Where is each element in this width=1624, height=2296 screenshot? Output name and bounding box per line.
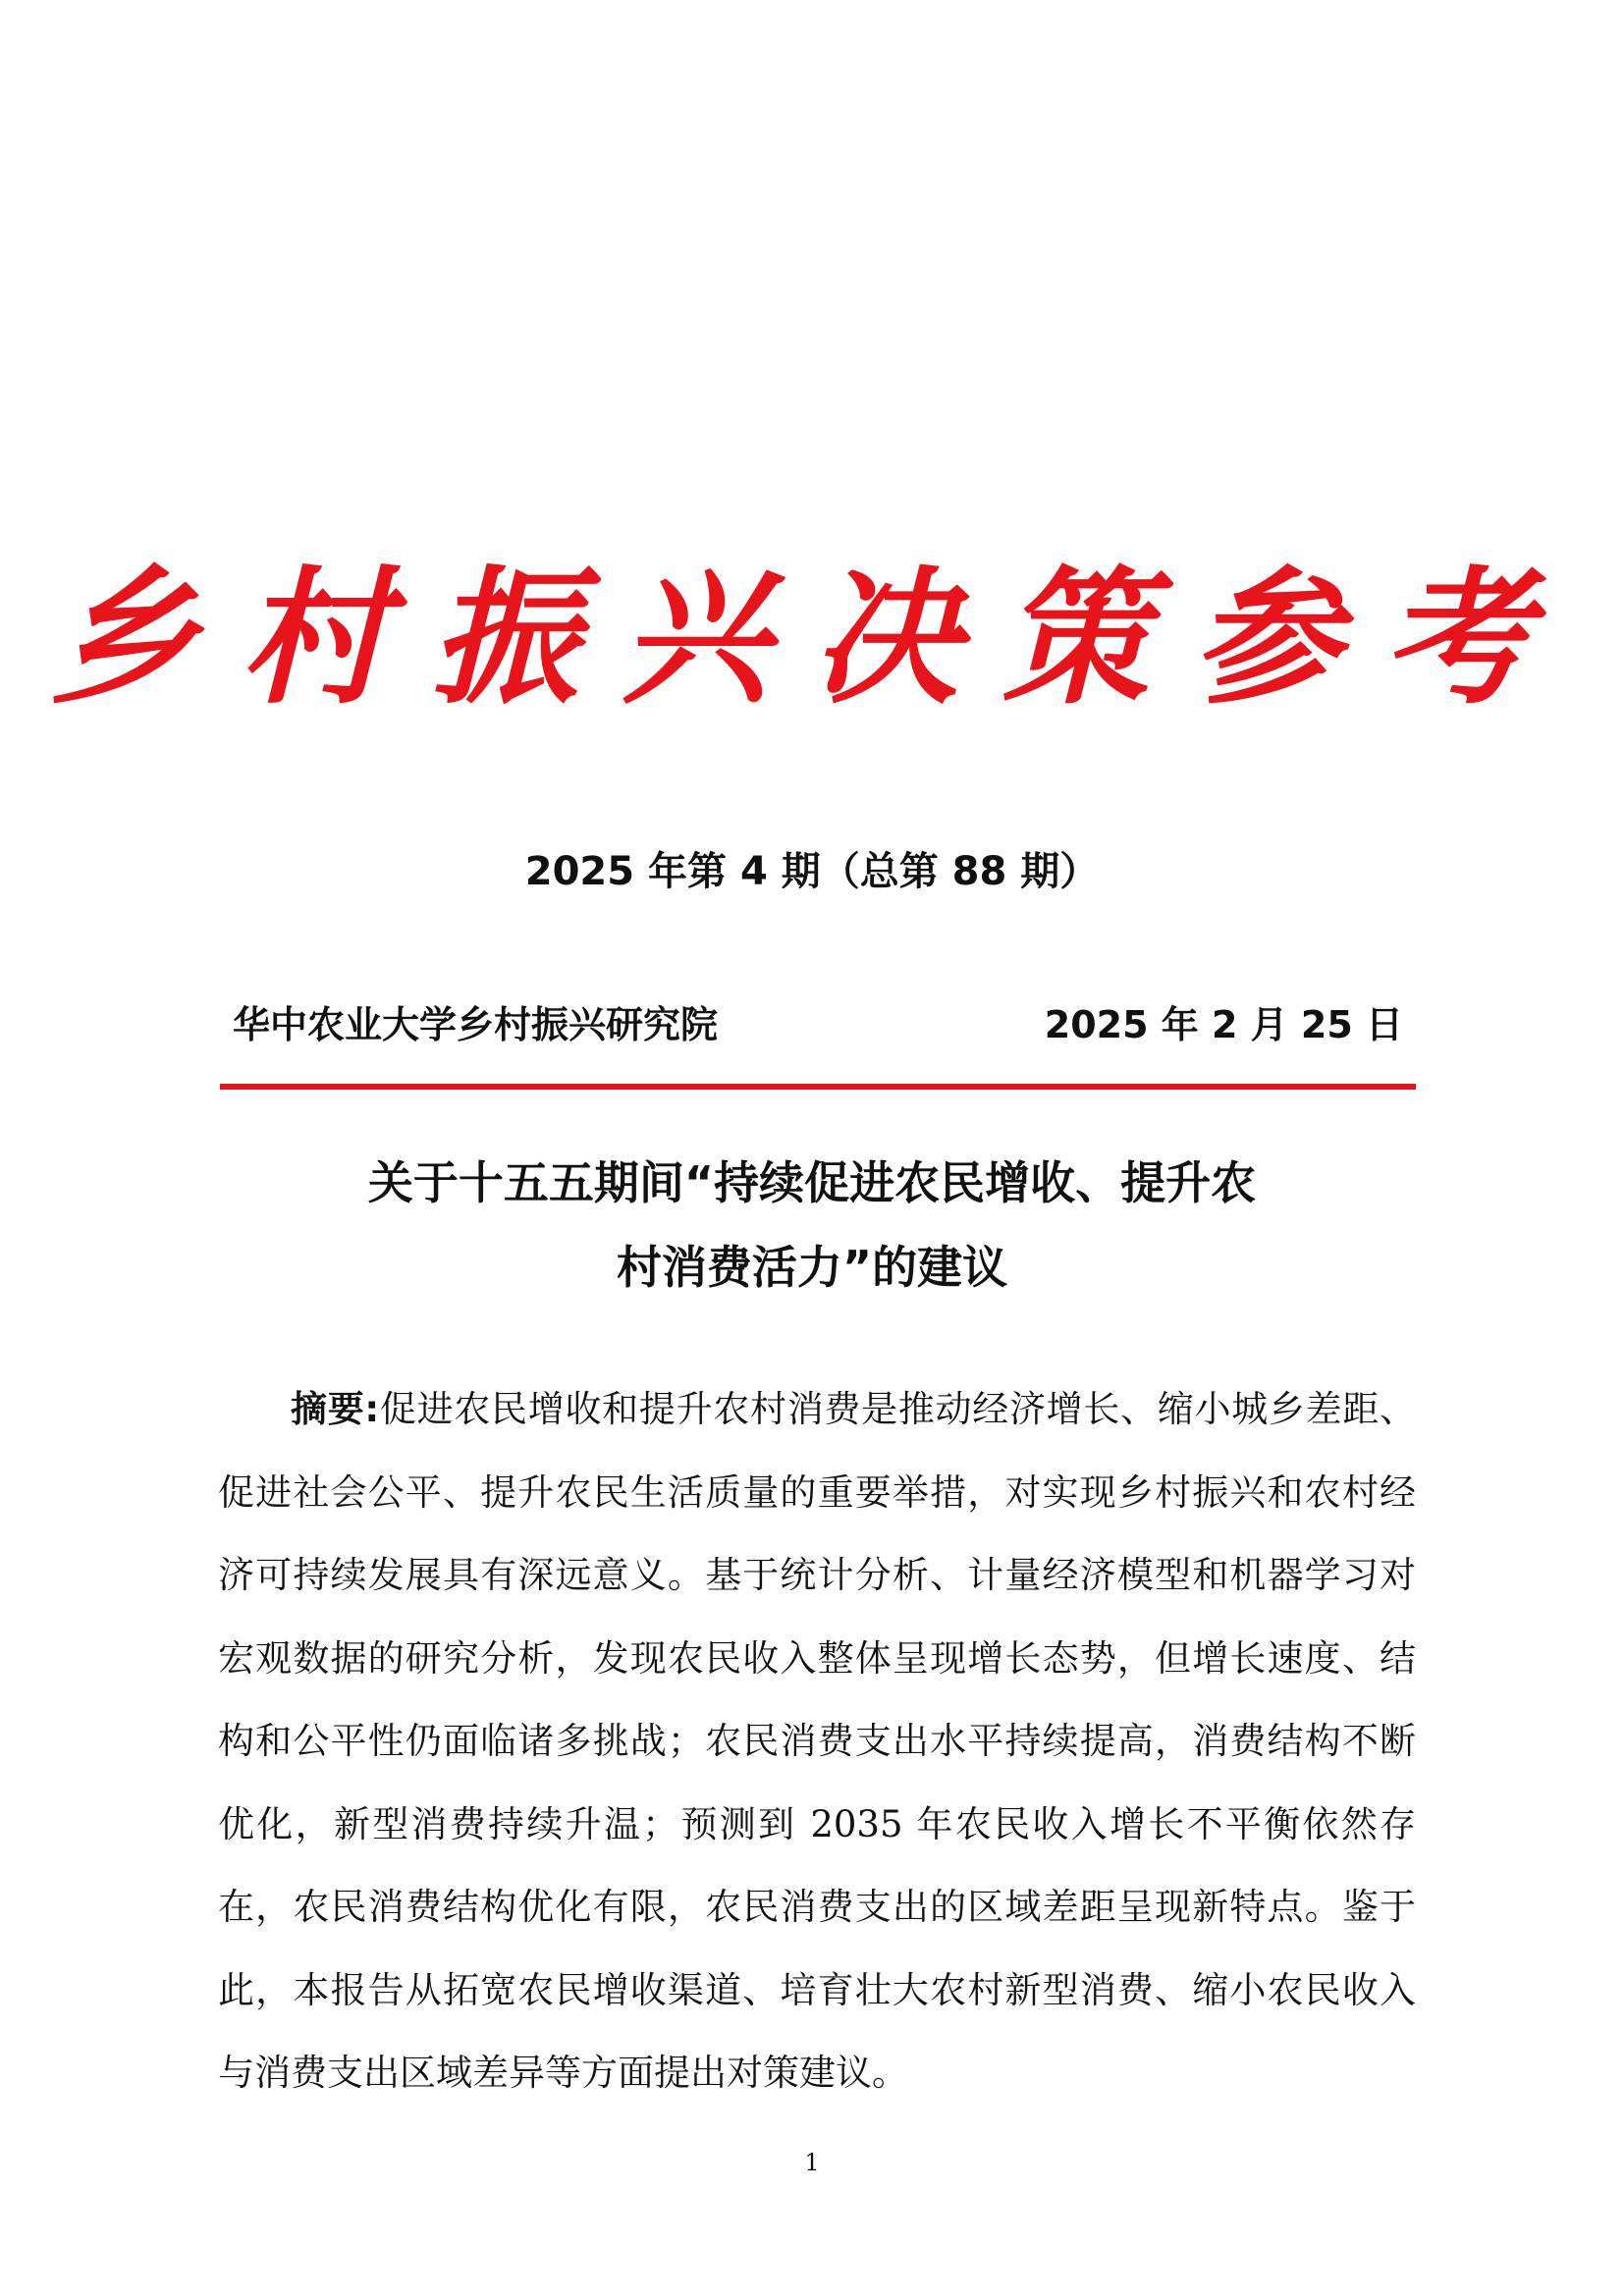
page-number: 1 bbox=[804, 2149, 820, 2176]
article-title bbox=[0, 1141, 1624, 1309]
article-title-line-1: 关于十五五期间“持续促进农民增收、提升农 bbox=[367, 1156, 1257, 1209]
issue-number: 2025 年第 4 期（总第 88 期） bbox=[524, 849, 1100, 894]
header-divider bbox=[220, 1084, 1416, 1090]
masthead-title: 乡村振兴决策参考 bbox=[49, 552, 1574, 724]
abstract bbox=[218, 1368, 1416, 2115]
organization-name: 华中农业大学乡村振兴研究院 bbox=[233, 1003, 719, 1046]
abstract-paragraph bbox=[218, 1368, 1416, 2115]
abstract-label: 摘要: bbox=[291, 1388, 380, 1430]
publication-date: 2025 年 2 月 25 日 bbox=[1044, 1003, 1403, 1046]
abstract-text: 促进农民增收和提升农村消费是推动经济增长、缩小城乡差距、促进社会公平、提升农民生活质量的重要举措，对实现乡村振兴和农村经济可持续发展具有深远意义。基于统计分析、计量经济模型和机器学习对宏观数据的研究分析，发现农民收入整体呈现增长态势，但增长速度、结构和公平性仍面临诸多挑战；农民消费支出水平持续提高，消费结构不断优化，新型消费持续升温；预测到 2035 年农民收入增长不平衡依然存在，农民消费结构优化有限，农民消费支出的区域差距呈现新特点。鉴于此，本报告从拓宽农民增收渠道、培育壮大农村新型消费、缩小农民收入与消费支出区域差异等方面提出对策建议。 bbox=[218, 1388, 1417, 2094]
article-title-line-2: 村消费活力”的建议 bbox=[616, 1241, 1008, 1294]
